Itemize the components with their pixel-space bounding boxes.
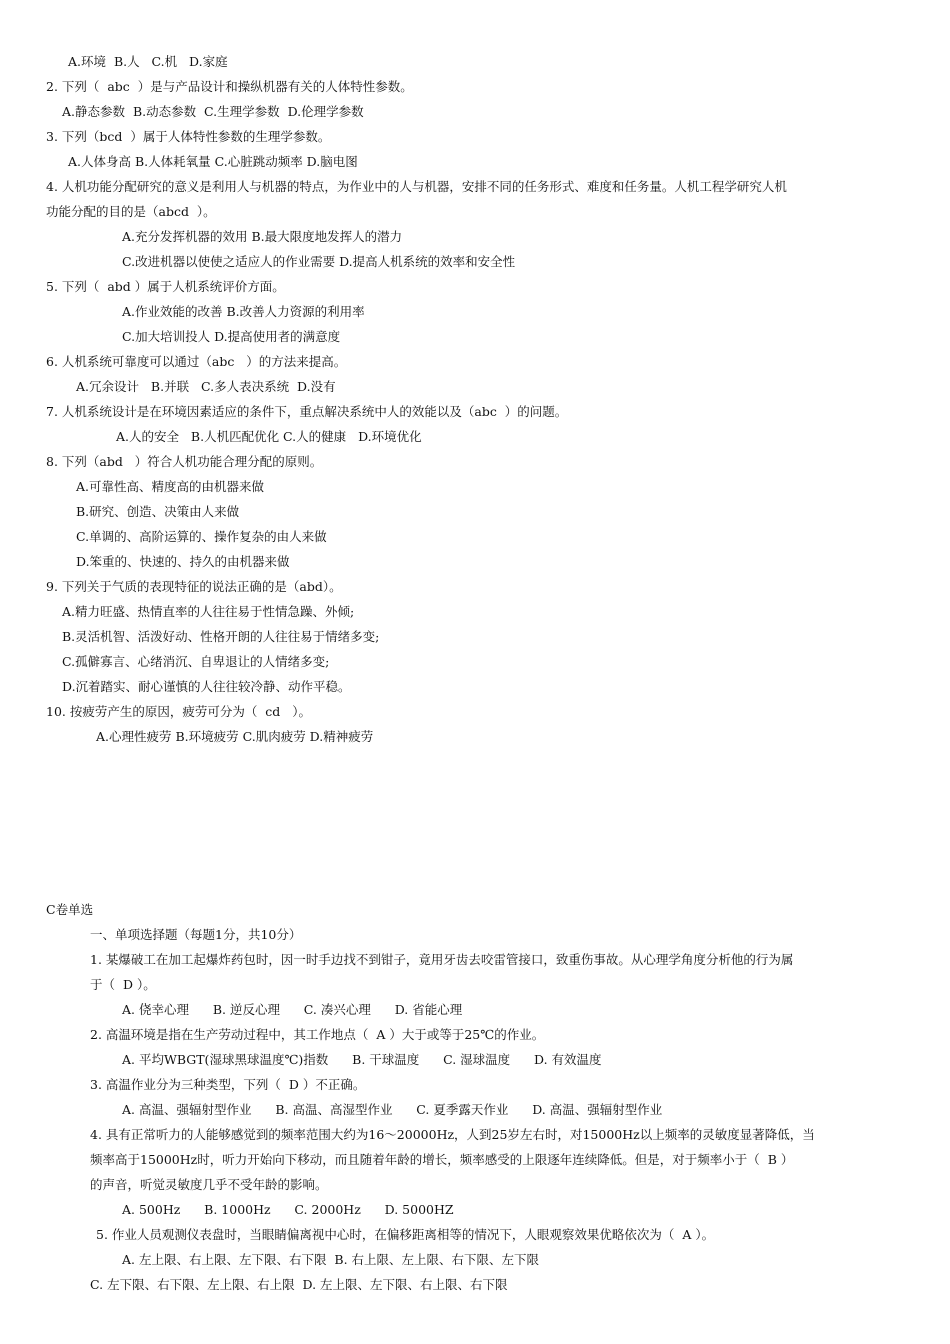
- q6-stem: 6. 人机系统可靠度可以通过（abc ）的方法来提高。: [46, 354, 347, 369]
- c-q1-stem-line1: 1. 某爆破工在加工起爆炸药包时，因一时手边找不到钳子，竟用牙齿去咬雷管接口，致重伤事故。从心理学角度分析他的行为属: [90, 952, 794, 967]
- q7-options: A.人的安全 B.人机匹配优化 C.人的健康 D.环境优化: [116, 429, 422, 444]
- c-q4-stem-line1: 4. 具有正常听力的人能够感觉到的频率范围大约为16～20000Hz，人到25岁左右时，对15000Hz以上频率的灵敏度显著降低，当: [90, 1127, 815, 1142]
- q9-stem: 9. 下列关于气质的表现特征的说法正确的是（abd）。: [46, 579, 342, 594]
- q2-stem: 2. 下列（ abc ）是与产品设计和操纵机器有关的人体特性参数。: [46, 79, 413, 94]
- q4-stem-line1: 4. 人机功能分配研究的意义是利用人与机器的特点，为作业中的人与机器，安排不同的任务形式、难度和任务量。人机工程学研究人机: [46, 179, 787, 194]
- c-q5-options-cd: C. 左下限、右下限、左上限、右上限 D. 左上限、左下限、右上限、右下限: [90, 1277, 508, 1292]
- c-q2-stem: 2. 高温环境是指在生产劳动过程中，其工作地点（ A ）大于或等于25℃的作业。: [90, 1027, 545, 1042]
- q5-stem: 5. 下列（ abd ）属于人机系统评价方面。: [46, 279, 285, 294]
- section-heading: 一、单项选择题（每题1分，共10分）: [90, 927, 302, 942]
- q8-option-c: C.单调的、高阶运算的、操作复杂的由人来做: [76, 529, 327, 544]
- c-q1-options: A. 侥幸心理 B. 逆反心理 C. 凑兴心理 D. 省能心理: [122, 1002, 463, 1017]
- q5-options-ab: A.作业效能的改善 B.改善人力资源的利用率: [122, 304, 365, 319]
- q3-stem: 3. 下列（bcd ）属于人体特性参数的生理学参数。: [46, 129, 331, 144]
- q1-options: A.环境 B.人 C.机 D.家庭: [68, 54, 228, 69]
- q4-options-ab: A.充分发挥机器的效用 B.最大限度地发挥人的潜力: [122, 229, 403, 244]
- c-q4-stem-line3: 的声音，听觉灵敏度几乎不受年龄的影响。: [90, 1177, 328, 1192]
- q5-options-cd: C.加大培训投人 D.提高使用者的满意度: [122, 329, 341, 344]
- c-q2-options: A. 平均WBGT(湿球黑球温度℃)指数 B. 干球温度 C. 湿球温度 D. 有效温度: [122, 1052, 602, 1067]
- q10-stem: 10. 按疲劳产生的原因，疲劳可分为（ cd ）。: [46, 704, 311, 719]
- q4-options-cd: C.改进机器以使使之适应人的作业需要 D.提高人机系统的效率和安全性: [122, 254, 516, 269]
- q8-option-b: B.研究、创造、决策由人来做: [76, 504, 240, 519]
- q8-option-d: D.笨重的、快速的、持久的由机器来做: [76, 554, 290, 569]
- q3-options: A.人体身高 B.人体耗氧量 C.心脏跳动频率 D.脑电图: [68, 154, 358, 169]
- c-q5-options-ab: A. 左上限、右上限、左下限、右下限 B. 右上限、左上限、右下限、左下限: [122, 1252, 540, 1267]
- q8-stem: 8. 下列（abd ）符合人机功能合理分配的原则。: [46, 454, 323, 469]
- q9-option-c: C.孤僻寡言、心绪消沉、自卑退让的人情绪多变;: [62, 654, 330, 669]
- c-q3-stem: 3. 高温作业分为三种类型，下列（ D ）不正确。: [90, 1077, 366, 1092]
- q2-options: A.静态参数 B.动态参数 C.生理学参数 D.伦理学参数: [62, 104, 364, 119]
- q4-stem-line2: 功能分配的目的是（abcd ）。: [46, 204, 216, 219]
- q10-options: A.心理性疲劳 B.环境疲劳 C.肌肉疲劳 D.精神疲劳: [96, 729, 374, 744]
- c-q4-stem-line2: 频率高于15000Hz时，听力开始向下移动，而且随着年龄的增长，频率感受的上限逐年连续降低。但是，对于频率小于（ B ）: [90, 1152, 794, 1167]
- q9-option-b: B.灵活机智、活泼好动、性格开朗的人往往易于情绪多变;: [62, 629, 380, 644]
- c-q3-options: A. 高温、强辐射型作业 B. 高温、高湿型作业 C. 夏季露天作业 D. 高温、强辐射型作业: [122, 1102, 663, 1117]
- c-q5-stem: 5. 作业人员观测仪表盘时，当眼睛偏离视中心时，在偏移距离相等的情况下，人眼观察效果优略依次为（ A ）。: [96, 1227, 715, 1242]
- c-q1-stem-line2: 于（ D ）。: [90, 977, 156, 992]
- q9-option-a: A.精力旺盛、热情直率的人往往易于性情急躁、外倾;: [62, 604, 355, 619]
- q7-stem: 7. 人机系统设计是在环境因素适应的条件下，重点解决系统中人的效能以及（abc ）的问题。: [46, 404, 568, 419]
- q6-options: A.冗余设计 B.并联 C.多人表决系统 D.没有: [76, 379, 336, 394]
- q9-option-d: D.沉着踏实、耐心谨慎的人往往较冷静、动作平稳。: [62, 679, 351, 694]
- section-title: C卷单选: [46, 902, 94, 917]
- c-q4-options: A. 500Hz B. 1000Hz C. 2000Hz D. 5000HZ: [122, 1202, 454, 1217]
- q8-option-a: A.可靠性高、精度高的由机器来做: [76, 479, 265, 494]
